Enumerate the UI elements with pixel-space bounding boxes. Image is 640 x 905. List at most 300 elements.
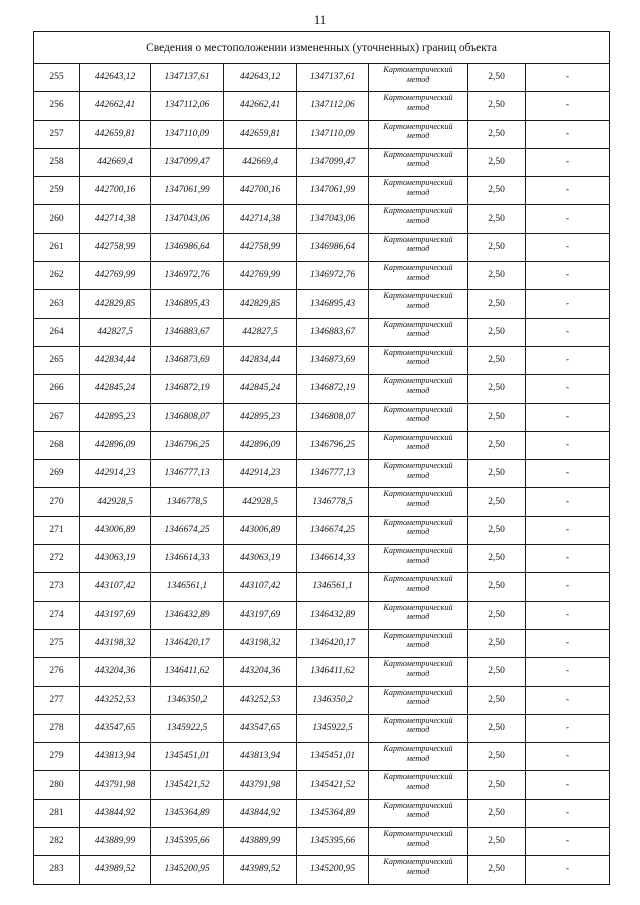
updated-y: 1346614,33: [297, 545, 369, 573]
existing-x: 442914,23: [80, 460, 151, 488]
description-dash: -: [526, 488, 610, 516]
table-row: [34, 545, 610, 573]
precision: 2,50: [468, 375, 526, 403]
point-number: 269: [34, 460, 80, 488]
point-number: 278: [34, 714, 80, 742]
method: [369, 92, 468, 120]
method-line-1: Картометрический: [383, 659, 453, 669]
point-number: 260: [34, 205, 80, 233]
existing-y: 1347099,47: [151, 148, 224, 176]
updated-y: 1346674,25: [297, 516, 369, 544]
point-number: 263: [34, 290, 80, 318]
existing-x: 443813,94: [80, 743, 151, 771]
updated-x: 442714,38: [224, 205, 297, 233]
table-title-row: [34, 32, 610, 64]
existing-y: 1346883,67: [151, 318, 224, 346]
precision: 2,50: [468, 799, 526, 827]
updated-x: 442834,44: [224, 346, 297, 374]
method-line-2: метод: [406, 697, 430, 707]
point-number: 262: [34, 262, 80, 290]
description-dash: -: [526, 573, 610, 601]
precision: 2,50: [468, 148, 526, 176]
description-dash: -: [526, 658, 610, 686]
method: [369, 262, 468, 290]
existing-x: 443198,32: [80, 629, 151, 657]
method-line-1: Картометрический: [383, 829, 453, 839]
method-line-1: Картометрический: [383, 121, 453, 131]
description-dash: -: [526, 233, 610, 261]
method-line-2: метод: [406, 131, 430, 141]
method-line-2: метод: [406, 725, 430, 735]
description-dash: -: [526, 545, 610, 573]
updated-x: 443889,99: [224, 828, 297, 856]
method: [369, 205, 468, 233]
method-line-2: метод: [406, 640, 430, 650]
method-line-1: Картометрический: [383, 630, 453, 640]
description-dash: -: [526, 346, 610, 374]
method-line-1: Картометрический: [383, 291, 453, 301]
existing-y: 1346777,13: [151, 460, 224, 488]
method-line-2: метод: [406, 612, 430, 622]
existing-x: 442669,4: [80, 148, 151, 176]
point-number: 268: [34, 431, 80, 459]
precision: 2,50: [468, 658, 526, 686]
method-line-1: Картометрический: [383, 432, 453, 442]
method: [369, 658, 468, 686]
description-dash: -: [526, 431, 610, 459]
updated-x: 442827,5: [224, 318, 297, 346]
existing-y: 1346796,25: [151, 431, 224, 459]
table-row: [34, 573, 610, 601]
table-row: [34, 828, 610, 856]
existing-x: 442662,41: [80, 92, 151, 120]
point-number: 276: [34, 658, 80, 686]
method: [369, 771, 468, 799]
precision: 2,50: [468, 205, 526, 233]
method-line-1: Картометрический: [383, 461, 453, 471]
point-number: 256: [34, 92, 80, 120]
updated-x: 442662,41: [224, 92, 297, 120]
precision: 2,50: [468, 856, 526, 884]
precision: 2,50: [468, 262, 526, 290]
method: [369, 318, 468, 346]
existing-x: 443889,99: [80, 828, 151, 856]
method-line-2: метод: [406, 102, 430, 112]
updated-x: 442700,16: [224, 177, 297, 205]
table-row: [34, 148, 610, 176]
existing-x: 442769,99: [80, 262, 151, 290]
updated-x: 442829,85: [224, 290, 297, 318]
existing-x: 442829,85: [80, 290, 151, 318]
method-line-2: метод: [406, 583, 430, 593]
existing-x: 443107,42: [80, 573, 151, 601]
updated-y: 1346873,69: [297, 346, 369, 374]
description-dash: -: [526, 403, 610, 431]
description-dash: -: [526, 290, 610, 318]
precision: 2,50: [468, 233, 526, 261]
method-line-1: Картометрический: [383, 772, 453, 782]
point-number: 281: [34, 799, 80, 827]
existing-x: 443989,52: [80, 856, 151, 884]
precision: 2,50: [468, 177, 526, 205]
precision: 2,50: [468, 601, 526, 629]
point-number: 275: [34, 629, 80, 657]
method-line-1: Картометрический: [383, 715, 453, 725]
existing-y: 1346872,19: [151, 375, 224, 403]
existing-y: 1345922,5: [151, 714, 224, 742]
table-row: [34, 290, 610, 318]
description-dash: -: [526, 686, 610, 714]
method: [369, 601, 468, 629]
method-line-2: метод: [406, 272, 430, 282]
updated-y: 1346972,76: [297, 262, 369, 290]
existing-y: 1347043,06: [151, 205, 224, 233]
existing-x: 442834,44: [80, 346, 151, 374]
method-line-2: метод: [406, 357, 430, 367]
method: [369, 177, 468, 205]
precision: 2,50: [468, 318, 526, 346]
updated-x: 443198,32: [224, 629, 297, 657]
description-dash: -: [526, 64, 610, 92]
method-line-2: метод: [406, 810, 430, 820]
existing-x: 442700,16: [80, 177, 151, 205]
method-line-1: Картометрический: [383, 263, 453, 273]
description-dash: -: [526, 120, 610, 148]
method: [369, 488, 468, 516]
existing-y: 1346972,76: [151, 262, 224, 290]
table-row: [34, 686, 610, 714]
table-row: [34, 743, 610, 771]
existing-y: 1345200,95: [151, 856, 224, 884]
description-dash: -: [526, 262, 610, 290]
updated-x: 443813,94: [224, 743, 297, 771]
description-dash: -: [526, 205, 610, 233]
method-line-2: метод: [406, 555, 430, 565]
method-line-2: метод: [406, 866, 430, 876]
existing-x: 443197,69: [80, 601, 151, 629]
method: [369, 686, 468, 714]
method-line-1: Картометрический: [383, 234, 453, 244]
method: [369, 743, 468, 771]
existing-x: 442895,23: [80, 403, 151, 431]
table-row: [34, 346, 610, 374]
description-dash: -: [526, 771, 610, 799]
method: [369, 573, 468, 601]
method: [369, 629, 468, 657]
description-dash: -: [526, 743, 610, 771]
existing-x: 443547,65: [80, 714, 151, 742]
table-row: [34, 516, 610, 544]
updated-x: 443063,19: [224, 545, 297, 573]
method: [369, 120, 468, 148]
existing-x: 443844,92: [80, 799, 151, 827]
method: [369, 403, 468, 431]
updated-x: 442643,12: [224, 64, 297, 92]
table-row: [34, 403, 610, 431]
updated-y: 1346883,67: [297, 318, 369, 346]
point-number: 261: [34, 233, 80, 261]
method-line-2: метод: [406, 781, 430, 791]
precision: 2,50: [468, 92, 526, 120]
table-title: Сведения о местоположении измененных (уточненных) границ объекта: [34, 32, 610, 64]
point-number: 266: [34, 375, 80, 403]
existing-x: 442845,24: [80, 375, 151, 403]
precision: 2,50: [468, 346, 526, 374]
existing-y: 1345395,66: [151, 828, 224, 856]
point-number: 273: [34, 573, 80, 601]
precision: 2,50: [468, 120, 526, 148]
method-line-1: Картометрический: [383, 857, 453, 867]
point-number: 283: [34, 856, 80, 884]
method: [369, 375, 468, 403]
table-row: [34, 92, 610, 120]
existing-x: 443006,89: [80, 516, 151, 544]
table-body: [34, 32, 610, 885]
method-line-2: метод: [406, 187, 430, 197]
description-dash: -: [526, 460, 610, 488]
method-line-2: метод: [406, 215, 430, 225]
method-line-2: метод: [406, 385, 430, 395]
existing-y: 1347110,09: [151, 120, 224, 148]
table-row: [34, 658, 610, 686]
point-number: 257: [34, 120, 80, 148]
updated-y: 1346420,17: [297, 629, 369, 657]
point-number: 259: [34, 177, 80, 205]
method-line-1: Картометрический: [383, 347, 453, 357]
updated-x: 443197,69: [224, 601, 297, 629]
point-number: 264: [34, 318, 80, 346]
method-line-2: метод: [406, 442, 430, 452]
description-dash: -: [526, 92, 610, 120]
existing-x: 442928,5: [80, 488, 151, 516]
updated-x: 443204,36: [224, 658, 297, 686]
updated-y: 1345200,95: [297, 856, 369, 884]
updated-y: 1347137,61: [297, 64, 369, 92]
updated-x: 442659,81: [224, 120, 297, 148]
existing-x: 442659,81: [80, 120, 151, 148]
method-line-1: Картометрический: [383, 517, 453, 527]
method: [369, 346, 468, 374]
method: [369, 828, 468, 856]
precision: 2,50: [468, 488, 526, 516]
boundary-coordinates-table: [33, 31, 610, 885]
method: [369, 516, 468, 544]
method-line-1: Картометрический: [383, 404, 453, 414]
updated-x: 442758,99: [224, 233, 297, 261]
method: [369, 431, 468, 459]
method-line-1: Картометрический: [383, 149, 453, 159]
method-line-2: метод: [406, 300, 430, 310]
description-dash: -: [526, 856, 610, 884]
method-line-2: метод: [406, 838, 430, 848]
point-number: 277: [34, 686, 80, 714]
updated-y: 1347112,06: [297, 92, 369, 120]
table-row: [34, 233, 610, 261]
updated-x: 442669,4: [224, 148, 297, 176]
method-line-1: Картометрический: [383, 206, 453, 216]
existing-x: 443252,53: [80, 686, 151, 714]
precision: 2,50: [468, 290, 526, 318]
point-number: 270: [34, 488, 80, 516]
existing-y: 1346895,43: [151, 290, 224, 318]
description-dash: -: [526, 601, 610, 629]
table-row: [34, 856, 610, 884]
table-row: [34, 318, 610, 346]
existing-y: 1346350,2: [151, 686, 224, 714]
updated-y: 1346986,64: [297, 233, 369, 261]
method: [369, 233, 468, 261]
precision: 2,50: [468, 545, 526, 573]
updated-y: 1347043,06: [297, 205, 369, 233]
updated-x: 442914,23: [224, 460, 297, 488]
precision: 2,50: [468, 771, 526, 799]
method: [369, 148, 468, 176]
table-row: [34, 205, 610, 233]
table-row: [34, 262, 610, 290]
updated-x: 442928,5: [224, 488, 297, 516]
updated-y: 1346778,5: [297, 488, 369, 516]
point-number: 272: [34, 545, 80, 573]
updated-y: 1346411,62: [297, 658, 369, 686]
precision: 2,50: [468, 686, 526, 714]
description-dash: -: [526, 629, 610, 657]
method-line-2: метод: [406, 753, 430, 763]
method-line-1: Картометрический: [383, 93, 453, 103]
precision: 2,50: [468, 460, 526, 488]
updated-x: 442895,23: [224, 403, 297, 431]
existing-y: 1346561,1: [151, 573, 224, 601]
existing-y: 1347137,61: [151, 64, 224, 92]
description-dash: -: [526, 148, 610, 176]
updated-x: 443252,53: [224, 686, 297, 714]
method-line-1: Картометрический: [383, 687, 453, 697]
description-dash: -: [526, 516, 610, 544]
existing-y: 1345364,89: [151, 799, 224, 827]
existing-y: 1347061,99: [151, 177, 224, 205]
existing-y: 1346411,62: [151, 658, 224, 686]
method-line-2: метод: [406, 498, 430, 508]
method-line-1: Картометрический: [383, 489, 453, 499]
updated-y: 1346895,43: [297, 290, 369, 318]
existing-y: 1346432,89: [151, 601, 224, 629]
updated-x: 443006,89: [224, 516, 297, 544]
updated-y: 1346561,1: [297, 573, 369, 601]
precision: 2,50: [468, 516, 526, 544]
point-number: 258: [34, 148, 80, 176]
existing-y: 1346986,64: [151, 233, 224, 261]
point-number: 274: [34, 601, 80, 629]
existing-x: 442643,12: [80, 64, 151, 92]
method-line-2: метод: [406, 527, 430, 537]
updated-y: 1346872,19: [297, 375, 369, 403]
updated-y: 1345421,52: [297, 771, 369, 799]
method-line-2: метод: [406, 74, 430, 84]
method: [369, 290, 468, 318]
precision: 2,50: [468, 828, 526, 856]
point-number: 279: [34, 743, 80, 771]
table-row: [34, 64, 610, 92]
table-row: [34, 714, 610, 742]
description-dash: -: [526, 375, 610, 403]
method: [369, 64, 468, 92]
method-line-1: Картометрический: [383, 319, 453, 329]
existing-x: 442758,99: [80, 233, 151, 261]
method-line-1: Картометрический: [383, 546, 453, 556]
method-line-1: Картометрический: [383, 800, 453, 810]
updated-x: 442896,09: [224, 431, 297, 459]
method-line-1: Картометрический: [383, 178, 453, 188]
existing-y: 1346614,33: [151, 545, 224, 573]
existing-y: 1346778,5: [151, 488, 224, 516]
precision: 2,50: [468, 629, 526, 657]
method-line-1: Картометрический: [383, 65, 453, 74]
updated-x: 442769,99: [224, 262, 297, 290]
method: [369, 799, 468, 827]
method-line-1: Картометрический: [383, 744, 453, 754]
point-number: 265: [34, 346, 80, 374]
table-row: [34, 799, 610, 827]
description-dash: -: [526, 177, 610, 205]
updated-y: 1345395,66: [297, 828, 369, 856]
existing-y: 1346873,69: [151, 346, 224, 374]
existing-x: 443791,98: [80, 771, 151, 799]
table-row: [34, 460, 610, 488]
updated-y: 1345922,5: [297, 714, 369, 742]
existing-y: 1345421,52: [151, 771, 224, 799]
existing-x: 443063,19: [80, 545, 151, 573]
table-row: [34, 177, 610, 205]
existing-y: 1346674,25: [151, 516, 224, 544]
existing-x: 443204,36: [80, 658, 151, 686]
point-number: 255: [34, 64, 80, 92]
description-dash: -: [526, 799, 610, 827]
method: [369, 714, 468, 742]
existing-x: 442827,5: [80, 318, 151, 346]
method-line-2: метод: [406, 414, 430, 424]
updated-y: 1345451,01: [297, 743, 369, 771]
updated-y: 1346777,13: [297, 460, 369, 488]
method-line-2: метод: [406, 329, 430, 339]
updated-y: 1346350,2: [297, 686, 369, 714]
updated-x: 442845,24: [224, 375, 297, 403]
existing-x: 442896,09: [80, 431, 151, 459]
updated-x: 443107,42: [224, 573, 297, 601]
updated-x: 443791,98: [224, 771, 297, 799]
precision: 2,50: [468, 64, 526, 92]
point-number: 280: [34, 771, 80, 799]
description-dash: -: [526, 318, 610, 346]
existing-y: 1347112,06: [151, 92, 224, 120]
method-line-1: Картометрический: [383, 602, 453, 612]
point-number: 282: [34, 828, 80, 856]
updated-x: 443989,52: [224, 856, 297, 884]
updated-y: 1346432,89: [297, 601, 369, 629]
method-line-2: метод: [406, 470, 430, 480]
page-number: 11: [313, 12, 327, 27]
precision: 2,50: [468, 431, 526, 459]
method-line-2: метод: [406, 668, 430, 678]
description-dash: -: [526, 828, 610, 856]
precision: 2,50: [468, 743, 526, 771]
updated-y: 1347110,09: [297, 120, 369, 148]
table-row: [34, 488, 610, 516]
precision: 2,50: [468, 714, 526, 742]
existing-x: 442714,38: [80, 205, 151, 233]
updated-y: 1347099,47: [297, 148, 369, 176]
table-row: [34, 375, 610, 403]
table-row: [34, 629, 610, 657]
method: [369, 856, 468, 884]
